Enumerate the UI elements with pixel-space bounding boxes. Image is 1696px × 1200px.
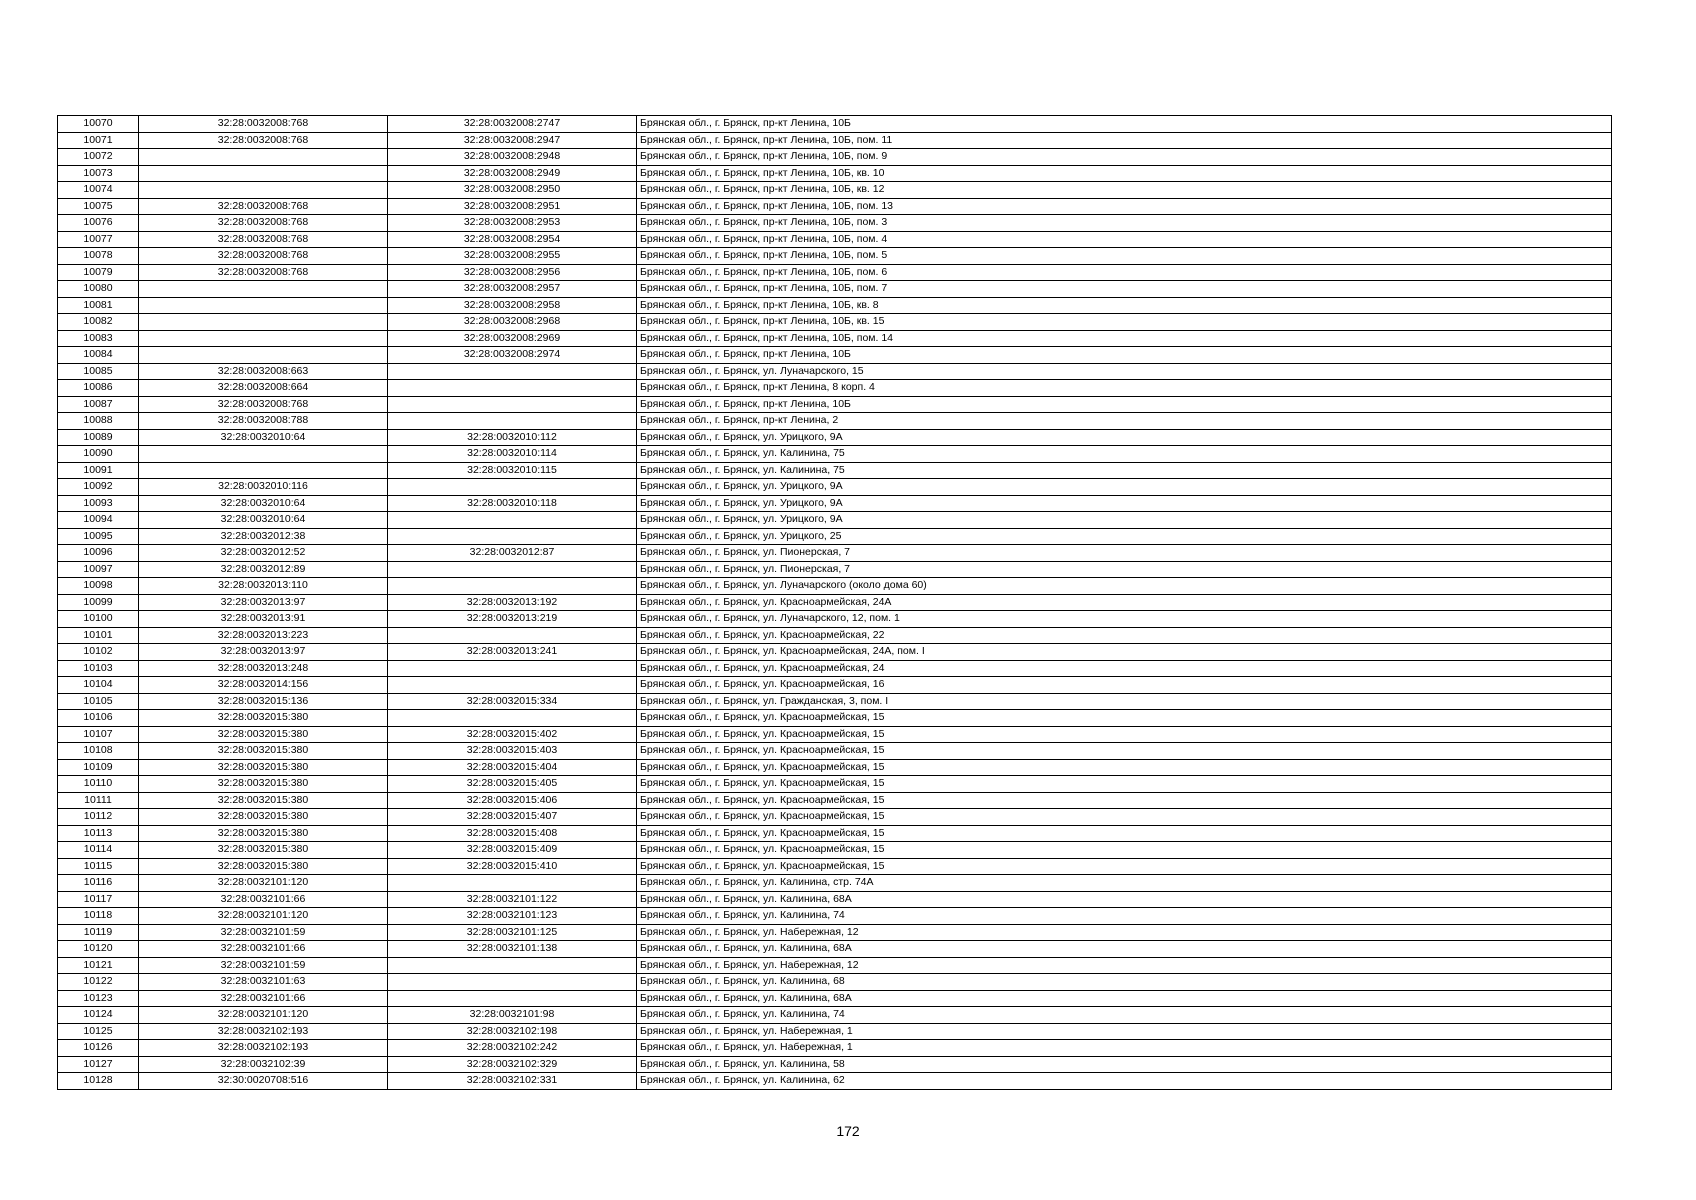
- address-cell: Брянская обл., г. Брянск, ул. Набережная, 1: [637, 1040, 1612, 1057]
- address-cell: Брянская обл., г. Брянск, пр-кт Ленина, 10Б, пом. 11: [637, 132, 1612, 149]
- address-cell: Брянская обл., г. Брянск, ул. Красноармейская, 24А, пом. I: [637, 644, 1612, 661]
- table-row: [58, 842, 1612, 859]
- row-number-cell: 10082: [58, 314, 139, 331]
- page-number: 172: [836, 1123, 860, 1139]
- parcel-cadastral-number-cell: 32:28:0032102:193: [139, 1040, 388, 1057]
- address-cell: Брянская обл., г. Брянск, пр-кт Ленина, 10Б, кв. 15: [637, 314, 1612, 331]
- address-cell: Брянская обл., г. Брянск, пр-кт Ленина, 10Б, пом. 14: [637, 330, 1612, 347]
- table-row: [58, 561, 1612, 578]
- object-cadastral-number-cell: 32:28:0032101:98: [388, 1007, 637, 1024]
- parcel-cadastral-number-cell: 32:28:0032008:768: [139, 132, 388, 149]
- table-row: [58, 429, 1612, 446]
- parcel-cadastral-number-cell: [139, 182, 388, 199]
- address-cell: Брянская обл., г. Брянск, ул. Калинина, 68А: [637, 891, 1612, 908]
- object-cadastral-number-cell: [388, 627, 637, 644]
- parcel-cadastral-number-cell: 32:28:0032015:380: [139, 743, 388, 760]
- row-number-cell: 10099: [58, 594, 139, 611]
- parcel-cadastral-number-cell: 32:28:0032102:193: [139, 1023, 388, 1040]
- object-cadastral-number-cell: 32:28:0032008:2953: [388, 215, 637, 232]
- table-row: [58, 413, 1612, 430]
- row-number-cell: 10107: [58, 726, 139, 743]
- row-number-cell: 10117: [58, 891, 139, 908]
- parcel-cadastral-number-cell: 32:28:0032013:223: [139, 627, 388, 644]
- row-number-cell: 10121: [58, 957, 139, 974]
- row-number-cell: 10128: [58, 1073, 139, 1090]
- address-cell: Брянская обл., г. Брянск, пр-кт Ленина, 10Б, пом. 13: [637, 198, 1612, 215]
- address-cell: Брянская обл., г. Брянск, ул. Набережная, 1: [637, 1023, 1612, 1040]
- table-row: [58, 941, 1612, 958]
- address-cell: Брянская обл., г. Брянск, ул. Гражданская, 3, пом. I: [637, 693, 1612, 710]
- parcel-cadastral-number-cell: 32:28:0032101:66: [139, 941, 388, 958]
- table-row: [58, 644, 1612, 661]
- object-cadastral-number-cell: 32:28:0032015:334: [388, 693, 637, 710]
- row-number-cell: 10070: [58, 116, 139, 133]
- object-cadastral-number-cell: 32:28:0032015:405: [388, 776, 637, 793]
- row-number-cell: 10091: [58, 462, 139, 479]
- table-row: [58, 479, 1612, 496]
- object-cadastral-number-cell: 32:28:0032008:2949: [388, 165, 637, 182]
- table-row: [58, 528, 1612, 545]
- object-cadastral-number-cell: 32:28:0032010:115: [388, 462, 637, 479]
- object-cadastral-number-cell: [388, 710, 637, 727]
- row-number-cell: 10095: [58, 528, 139, 545]
- address-cell: Брянская обл., г. Брянск, ул. Красноармейская, 15: [637, 792, 1612, 809]
- object-cadastral-number-cell: 32:28:0032010:114: [388, 446, 637, 463]
- row-number-cell: 10102: [58, 644, 139, 661]
- address-cell: Брянская обл., г. Брянск, пр-кт Ленина, 10Б: [637, 396, 1612, 413]
- table-row: [58, 380, 1612, 397]
- parcel-cadastral-number-cell: 32:28:0032015:380: [139, 710, 388, 727]
- address-cell: Брянская обл., г. Брянск, пр-кт Ленина, 10Б, пом. 4: [637, 231, 1612, 248]
- object-cadastral-number-cell: 32:28:0032008:2955: [388, 248, 637, 265]
- row-number-cell: 10118: [58, 908, 139, 925]
- object-cadastral-number-cell: 32:28:0032008:2951: [388, 198, 637, 215]
- property-register-table: [57, 115, 1612, 1090]
- row-number-cell: 10108: [58, 743, 139, 760]
- table-row: [58, 858, 1612, 875]
- row-number-cell: 10077: [58, 231, 139, 248]
- object-cadastral-number-cell: 32:28:0032015:403: [388, 743, 637, 760]
- row-number-cell: 10125: [58, 1023, 139, 1040]
- address-cell: Брянская обл., г. Брянск, ул. Набережная, 12: [637, 924, 1612, 941]
- parcel-cadastral-number-cell: 32:28:0032008:788: [139, 413, 388, 430]
- parcel-cadastral-number-cell: 32:28:0032008:664: [139, 380, 388, 397]
- address-cell: Брянская обл., г. Брянск, ул. Урицкого, 9А: [637, 495, 1612, 512]
- object-cadastral-number-cell: 32:28:0032015:406: [388, 792, 637, 809]
- parcel-cadastral-number-cell: 32:28:0032101:59: [139, 924, 388, 941]
- address-cell: Брянская обл., г. Брянск, ул. Урицкого, 25: [637, 528, 1612, 545]
- register-table-body: [58, 116, 1612, 1090]
- parcel-cadastral-number-cell: [139, 446, 388, 463]
- parcel-cadastral-number-cell: 32:28:0032013:97: [139, 644, 388, 661]
- table-row: [58, 660, 1612, 677]
- row-number-cell: 10076: [58, 215, 139, 232]
- object-cadastral-number-cell: 32:28:0032008:2957: [388, 281, 637, 298]
- row-number-cell: 10122: [58, 974, 139, 991]
- row-number-cell: 10116: [58, 875, 139, 892]
- address-cell: Брянская обл., г. Брянск, пр-кт Ленина, 10Б, пом. 9: [637, 149, 1612, 166]
- row-number-cell: 10097: [58, 561, 139, 578]
- row-number-cell: 10104: [58, 677, 139, 694]
- table-row: [58, 347, 1612, 364]
- parcel-cadastral-number-cell: 32:28:0032010:64: [139, 429, 388, 446]
- object-cadastral-number-cell: [388, 363, 637, 380]
- parcel-cadastral-number-cell: 32:28:0032012:38: [139, 528, 388, 545]
- parcel-cadastral-number-cell: 32:28:0032015:380: [139, 759, 388, 776]
- address-cell: Брянская обл., г. Брянск, ул. Красноармейская, 15: [637, 710, 1612, 727]
- parcel-cadastral-number-cell: 32:28:0032101:63: [139, 974, 388, 991]
- parcel-cadastral-number-cell: 32:28:0032010:64: [139, 512, 388, 529]
- parcel-cadastral-number-cell: 32:28:0032008:768: [139, 231, 388, 248]
- table-row: [58, 512, 1612, 529]
- table-row: [58, 924, 1612, 941]
- parcel-cadastral-number-cell: 32:28:0032008:768: [139, 215, 388, 232]
- address-cell: Брянская обл., г. Брянск, ул. Урицкого, 9А: [637, 512, 1612, 529]
- object-cadastral-number-cell: [388, 528, 637, 545]
- table-row: [58, 693, 1612, 710]
- object-cadastral-number-cell: [388, 413, 637, 430]
- table-row: [58, 594, 1612, 611]
- row-number-cell: 10079: [58, 264, 139, 281]
- address-cell: Брянская обл., г. Брянск, ул. Красноармейская, 15: [637, 776, 1612, 793]
- address-cell: Брянская обл., г. Брянск, ул. Калинина, 74: [637, 1007, 1612, 1024]
- object-cadastral-number-cell: [388, 380, 637, 397]
- address-cell: Брянская обл., г. Брянск, пр-кт Ленина, 2: [637, 413, 1612, 430]
- object-cadastral-number-cell: 32:28:0032010:112: [388, 429, 637, 446]
- address-cell: Брянская обл., г. Брянск, ул. Урицкого, 9А: [637, 429, 1612, 446]
- object-cadastral-number-cell: [388, 561, 637, 578]
- table-row: [58, 957, 1612, 974]
- row-number-cell: 10120: [58, 941, 139, 958]
- table-row: [58, 1040, 1612, 1057]
- parcel-cadastral-number-cell: 32:28:0032015:380: [139, 825, 388, 842]
- object-cadastral-number-cell: 32:28:0032008:2968: [388, 314, 637, 331]
- address-cell: Брянская обл., г. Брянск, ул. Пионерская, 7: [637, 561, 1612, 578]
- object-cadastral-number-cell: 32:28:0032008:2948: [388, 149, 637, 166]
- object-cadastral-number-cell: [388, 578, 637, 595]
- parcel-cadastral-number-cell: [139, 149, 388, 166]
- object-cadastral-number-cell: 32:28:0032010:118: [388, 495, 637, 512]
- row-number-cell: 10096: [58, 545, 139, 562]
- parcel-cadastral-number-cell: 32:28:0032013:97: [139, 594, 388, 611]
- address-cell: Брянская обл., г. Брянск, ул. Красноармейская, 15: [637, 743, 1612, 760]
- row-number-cell: 10103: [58, 660, 139, 677]
- address-cell: Брянская обл., г. Брянск, ул. Калинина, 68: [637, 974, 1612, 991]
- row-number-cell: 10088: [58, 413, 139, 430]
- row-number-cell: 10106: [58, 710, 139, 727]
- table-row: [58, 264, 1612, 281]
- row-number-cell: 10126: [58, 1040, 139, 1057]
- row-number-cell: 10094: [58, 512, 139, 529]
- parcel-cadastral-number-cell: 32:28:0032008:768: [139, 264, 388, 281]
- table-row: [58, 677, 1612, 694]
- row-number-cell: 10075: [58, 198, 139, 215]
- object-cadastral-number-cell: 32:28:0032101:123: [388, 908, 637, 925]
- object-cadastral-number-cell: 32:28:0032013:219: [388, 611, 637, 628]
- object-cadastral-number-cell: 32:28:0032101:125: [388, 924, 637, 941]
- address-cell: Брянская обл., г. Брянск, ул. Красноармейская, 15: [637, 759, 1612, 776]
- table-row: [58, 908, 1612, 925]
- address-cell: Брянская обл., г. Брянск, ул. Красноармейская, 15: [637, 825, 1612, 842]
- table-row: [58, 809, 1612, 826]
- object-cadastral-number-cell: [388, 479, 637, 496]
- object-cadastral-number-cell: 32:28:0032015:410: [388, 858, 637, 875]
- table-row: [58, 182, 1612, 199]
- row-number-cell: 10127: [58, 1056, 139, 1073]
- address-cell: Брянская обл., г. Брянск, пр-кт Ленина, 8 корп. 4: [637, 380, 1612, 397]
- address-cell: Брянская обл., г. Брянск, ул. Калинина, 58: [637, 1056, 1612, 1073]
- parcel-cadastral-number-cell: [139, 314, 388, 331]
- address-cell: Брянская обл., г. Брянск, ул. Калинина, 68А: [637, 941, 1612, 958]
- table-row: [58, 149, 1612, 166]
- parcel-cadastral-number-cell: 32:28:0032015:380: [139, 842, 388, 859]
- address-cell: Брянская обл., г. Брянск, ул. Пионерская, 7: [637, 545, 1612, 562]
- table-row: [58, 1056, 1612, 1073]
- row-number-cell: 10119: [58, 924, 139, 941]
- table-row: [58, 611, 1612, 628]
- parcel-cadastral-number-cell: 32:28:0032015:380: [139, 809, 388, 826]
- parcel-cadastral-number-cell: 32:28:0032008:768: [139, 116, 388, 133]
- parcel-cadastral-number-cell: 32:28:0032102:39: [139, 1056, 388, 1073]
- row-number-cell: 10072: [58, 149, 139, 166]
- address-cell: Брянская обл., г. Брянск, ул. Калинина, 75: [637, 462, 1612, 479]
- object-cadastral-number-cell: 32:28:0032008:2958: [388, 297, 637, 314]
- table-row: [58, 759, 1612, 776]
- parcel-cadastral-number-cell: 32:28:0032101:120: [139, 1007, 388, 1024]
- row-number-cell: 10112: [58, 809, 139, 826]
- object-cadastral-number-cell: 32:28:0032015:408: [388, 825, 637, 842]
- object-cadastral-number-cell: 32:28:0032008:2954: [388, 231, 637, 248]
- address-cell: Брянская обл., г. Брянск, ул. Красноармейская, 24: [637, 660, 1612, 677]
- object-cadastral-number-cell: 32:28:0032101:138: [388, 941, 637, 958]
- parcel-cadastral-number-cell: [139, 462, 388, 479]
- parcel-cadastral-number-cell: 32:28:0032013:248: [139, 660, 388, 677]
- table-row: [58, 545, 1612, 562]
- address-cell: Брянская обл., г. Брянск, пр-кт Ленина, 10Б, пом. 5: [637, 248, 1612, 265]
- table-row: [58, 792, 1612, 809]
- table-row: [58, 1073, 1612, 1090]
- table-row: [58, 875, 1612, 892]
- object-cadastral-number-cell: 32:28:0032008:2947: [388, 132, 637, 149]
- address-cell: Брянская обл., г. Брянск, ул. Красноармейская, 24А: [637, 594, 1612, 611]
- row-number-cell: 10109: [58, 759, 139, 776]
- parcel-cadastral-number-cell: 32:28:0032012:89: [139, 561, 388, 578]
- address-cell: Брянская обл., г. Брянск, ул. Красноармейская, 22: [637, 627, 1612, 644]
- table-row: [58, 627, 1612, 644]
- table-row: [58, 726, 1612, 743]
- parcel-cadastral-number-cell: 32:28:0032013:110: [139, 578, 388, 595]
- object-cadastral-number-cell: 32:28:0032008:2974: [388, 347, 637, 364]
- parcel-cadastral-number-cell: [139, 330, 388, 347]
- parcel-cadastral-number-cell: 32:28:0032015:380: [139, 858, 388, 875]
- object-cadastral-number-cell: 32:28:0032015:407: [388, 809, 637, 826]
- row-number-cell: 10080: [58, 281, 139, 298]
- table-row: [58, 116, 1612, 133]
- parcel-cadastral-number-cell: 32:30:0020708:516: [139, 1073, 388, 1090]
- parcel-cadastral-number-cell: 32:28:0032015:380: [139, 726, 388, 743]
- parcel-cadastral-number-cell: 32:28:0032012:52: [139, 545, 388, 562]
- address-cell: Брянская обл., г. Брянск, ул. Красноармейская, 16: [637, 677, 1612, 694]
- object-cadastral-number-cell: 32:28:0032102:198: [388, 1023, 637, 1040]
- object-cadastral-number-cell: [388, 512, 637, 529]
- row-number-cell: 10105: [58, 693, 139, 710]
- table-row: [58, 578, 1612, 595]
- object-cadastral-number-cell: 32:28:0032008:2747: [388, 116, 637, 133]
- row-number-cell: 10115: [58, 858, 139, 875]
- table-row: [58, 446, 1612, 463]
- parcel-cadastral-number-cell: [139, 297, 388, 314]
- row-number-cell: 10089: [58, 429, 139, 446]
- object-cadastral-number-cell: 32:28:0032101:122: [388, 891, 637, 908]
- address-cell: Брянская обл., г. Брянск, пр-кт Ленина, 10Б, пом. 7: [637, 281, 1612, 298]
- table-row: [58, 363, 1612, 380]
- address-cell: Брянская обл., г. Брянск, ул. Луначарского, 12, пом. 1: [637, 611, 1612, 628]
- row-number-cell: 10101: [58, 627, 139, 644]
- parcel-cadastral-number-cell: 32:28:0032013:91: [139, 611, 388, 628]
- object-cadastral-number-cell: 32:28:0032015:402: [388, 726, 637, 743]
- parcel-cadastral-number-cell: 32:28:0032008:663: [139, 363, 388, 380]
- address-cell: Брянская обл., г. Брянск, ул. Калинина, 62: [637, 1073, 1612, 1090]
- table-row: [58, 297, 1612, 314]
- table-row: [58, 231, 1612, 248]
- object-cadastral-number-cell: 32:28:0032008:2956: [388, 264, 637, 281]
- row-number-cell: 10092: [58, 479, 139, 496]
- table-row: [58, 1023, 1612, 1040]
- row-number-cell: 10124: [58, 1007, 139, 1024]
- table-row: [58, 396, 1612, 413]
- parcel-cadastral-number-cell: [139, 165, 388, 182]
- table-row: [58, 132, 1612, 149]
- parcel-cadastral-number-cell: 32:28:0032101:120: [139, 875, 388, 892]
- table-row: [58, 215, 1612, 232]
- row-number-cell: 10123: [58, 990, 139, 1007]
- object-cadastral-number-cell: 32:28:0032102:329: [388, 1056, 637, 1073]
- parcel-cadastral-number-cell: 32:28:0032015:136: [139, 693, 388, 710]
- parcel-cadastral-number-cell: 32:28:0032008:768: [139, 396, 388, 413]
- table-row: [58, 776, 1612, 793]
- object-cadastral-number-cell: 32:28:0032012:87: [388, 545, 637, 562]
- parcel-cadastral-number-cell: 32:28:0032008:768: [139, 198, 388, 215]
- row-number-cell: 10087: [58, 396, 139, 413]
- table-row: [58, 314, 1612, 331]
- parcel-cadastral-number-cell: 32:28:0032015:380: [139, 792, 388, 809]
- address-cell: Брянская обл., г. Брянск, пр-кт Ленина, 10Б: [637, 347, 1612, 364]
- parcel-cadastral-number-cell: 32:28:0032008:768: [139, 248, 388, 265]
- row-number-cell: 10110: [58, 776, 139, 793]
- address-cell: Брянская обл., г. Брянск, ул. Набережная, 12: [637, 957, 1612, 974]
- object-cadastral-number-cell: 32:28:0032015:404: [388, 759, 637, 776]
- table-row: [58, 165, 1612, 182]
- object-cadastral-number-cell: [388, 660, 637, 677]
- object-cadastral-number-cell: [388, 677, 637, 694]
- row-number-cell: 10078: [58, 248, 139, 265]
- row-number-cell: 10114: [58, 842, 139, 859]
- address-cell: Брянская обл., г. Брянск, пр-кт Ленина, 10Б, кв. 10: [637, 165, 1612, 182]
- row-number-cell: 10111: [58, 792, 139, 809]
- table-row: [58, 1007, 1612, 1024]
- parcel-cadastral-number-cell: 32:28:0032014:156: [139, 677, 388, 694]
- address-cell: Брянская обл., г. Брянск, пр-кт Ленина, 10Б, кв. 8: [637, 297, 1612, 314]
- address-cell: Брянская обл., г. Брянск, пр-кт Ленина, 10Б: [637, 116, 1612, 133]
- address-cell: Брянская обл., г. Брянск, пр-кт Ленина, 10Б, пом. 3: [637, 215, 1612, 232]
- object-cadastral-number-cell: [388, 957, 637, 974]
- object-cadastral-number-cell: 32:28:0032102:331: [388, 1073, 637, 1090]
- table-row: [58, 198, 1612, 215]
- address-cell: Брянская обл., г. Брянск, ул. Луначарского (около дома 60): [637, 578, 1612, 595]
- table-row: [58, 974, 1612, 991]
- row-number-cell: 10093: [58, 495, 139, 512]
- address-cell: Брянская обл., г. Брянск, ул. Калинина, 68А: [637, 990, 1612, 1007]
- row-number-cell: 10083: [58, 330, 139, 347]
- row-number-cell: 10090: [58, 446, 139, 463]
- row-number-cell: 10098: [58, 578, 139, 595]
- object-cadastral-number-cell: [388, 396, 637, 413]
- address-cell: Брянская обл., г. Брянск, ул. Луначарского, 15: [637, 363, 1612, 380]
- object-cadastral-number-cell: 32:28:0032008:2969: [388, 330, 637, 347]
- parcel-cadastral-number-cell: 32:28:0032010:116: [139, 479, 388, 496]
- parcel-cadastral-number-cell: 32:28:0032101:66: [139, 990, 388, 1007]
- table-row: [58, 710, 1612, 727]
- parcel-cadastral-number-cell: 32:28:0032010:64: [139, 495, 388, 512]
- object-cadastral-number-cell: [388, 875, 637, 892]
- table-row: [58, 990, 1612, 1007]
- address-cell: Брянская обл., г. Брянск, пр-кт Ленина, 10Б, кв. 12: [637, 182, 1612, 199]
- row-number-cell: 10081: [58, 297, 139, 314]
- object-cadastral-number-cell: [388, 974, 637, 991]
- address-cell: Брянская обл., г. Брянск, ул. Калинина, 74: [637, 908, 1612, 925]
- address-cell: Брянская обл., г. Брянск, ул. Красноармейская, 15: [637, 858, 1612, 875]
- parcel-cadastral-number-cell: 32:28:0032015:380: [139, 776, 388, 793]
- parcel-cadastral-number-cell: 32:28:0032101:66: [139, 891, 388, 908]
- address-cell: Брянская обл., г. Брянск, ул. Калинина, стр. 74А: [637, 875, 1612, 892]
- address-cell: Брянская обл., г. Брянск, ул. Урицкого, 9А: [637, 479, 1612, 496]
- row-number-cell: 10084: [58, 347, 139, 364]
- address-cell: Брянская обл., г. Брянск, ул. Красноармейская, 15: [637, 726, 1612, 743]
- table-row: [58, 495, 1612, 512]
- row-number-cell: 10073: [58, 165, 139, 182]
- row-number-cell: 10085: [58, 363, 139, 380]
- table-row: [58, 248, 1612, 265]
- parcel-cadastral-number-cell: [139, 347, 388, 364]
- object-cadastral-number-cell: 32:28:0032015:409: [388, 842, 637, 859]
- object-cadastral-number-cell: 32:28:0032102:242: [388, 1040, 637, 1057]
- address-cell: Брянская обл., г. Брянск, пр-кт Ленина, 10Б, пом. 6: [637, 264, 1612, 281]
- object-cadastral-number-cell: 32:28:0032008:2950: [388, 182, 637, 199]
- row-number-cell: 10086: [58, 380, 139, 397]
- table-row: [58, 825, 1612, 842]
- table-row: [58, 330, 1612, 347]
- row-number-cell: 10074: [58, 182, 139, 199]
- table-row: [58, 891, 1612, 908]
- object-cadastral-number-cell: [388, 990, 637, 1007]
- row-number-cell: 10071: [58, 132, 139, 149]
- address-cell: Брянская обл., г. Брянск, ул. Красноармейская, 15: [637, 809, 1612, 826]
- parcel-cadastral-number-cell: [139, 281, 388, 298]
- table-row: [58, 462, 1612, 479]
- object-cadastral-number-cell: 32:28:0032013:241: [388, 644, 637, 661]
- address-cell: Брянская обл., г. Брянск, ул. Калинина, 75: [637, 446, 1612, 463]
- table-row: [58, 743, 1612, 760]
- row-number-cell: 10113: [58, 825, 139, 842]
- row-number-cell: 10100: [58, 611, 139, 628]
- parcel-cadastral-number-cell: 32:28:0032101:59: [139, 957, 388, 974]
- address-cell: Брянская обл., г. Брянск, ул. Красноармейская, 15: [637, 842, 1612, 859]
- parcel-cadastral-number-cell: 32:28:0032101:120: [139, 908, 388, 925]
- table-row: [58, 281, 1612, 298]
- object-cadastral-number-cell: 32:28:0032013:192: [388, 594, 637, 611]
